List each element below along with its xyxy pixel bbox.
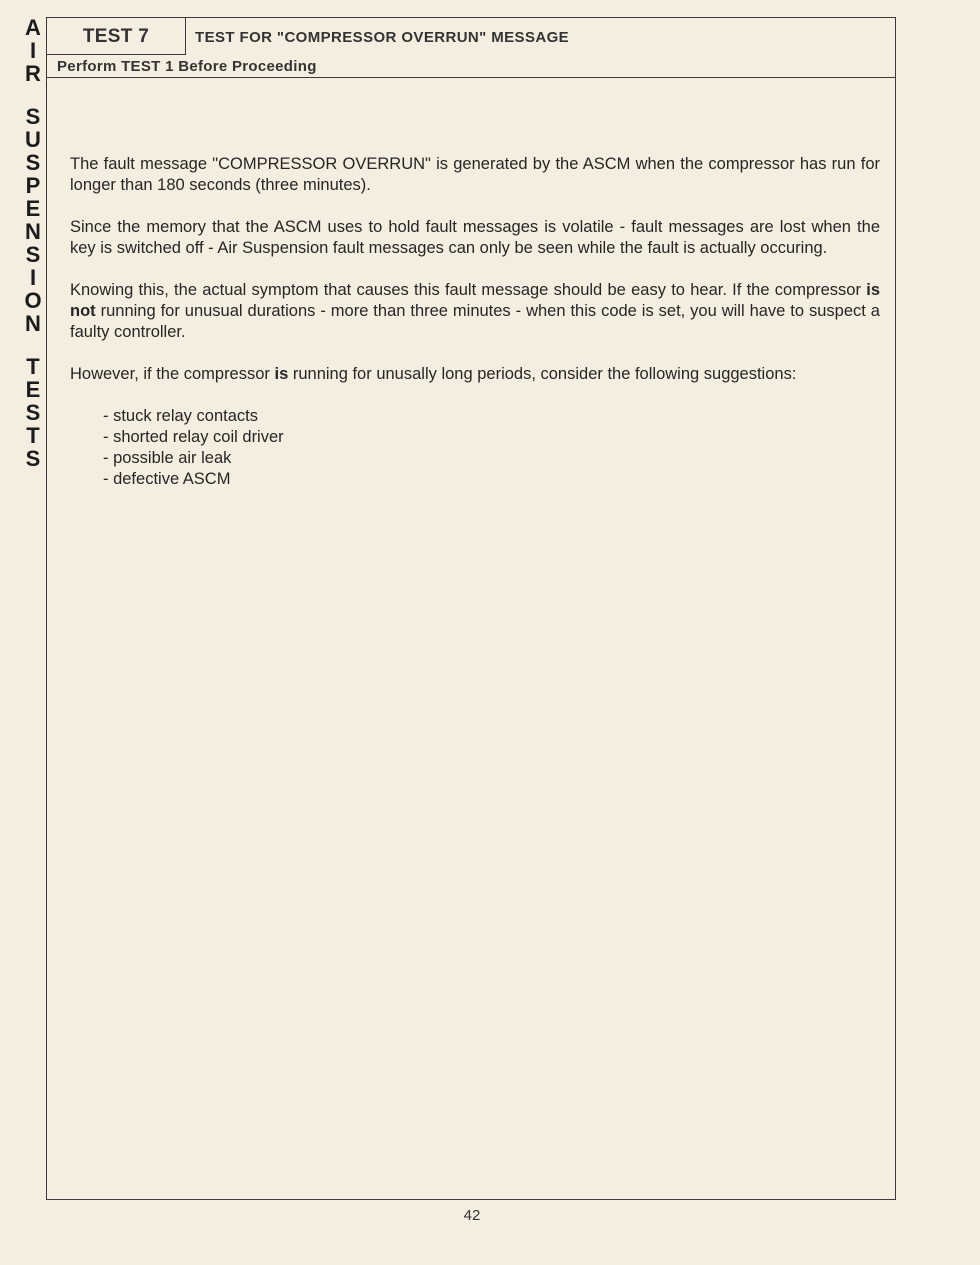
list-item: - shorted relay coil driver (103, 428, 284, 446)
header-divider (47, 77, 895, 78)
side-title-letter: N (25, 311, 41, 336)
list-item: - possible air leak (103, 449, 232, 467)
side-title-letter: A (25, 15, 41, 40)
side-title-letter: E (25, 196, 41, 221)
paragraph-volatile-memory: Since the memory that the ASCM uses to hold fault messages is volatile - fault messages are lost when the key is switched off - Air Suspension fault messages can only be seen while the fault is actually occuring. (70, 218, 880, 257)
text-run: running for unusual durations - more than three minutes - when this code is set, you will have to suspect a faulty controller. (70, 302, 880, 341)
side-title-letter: S (25, 446, 41, 471)
emphasis-is-not: is not (70, 281, 880, 320)
side-title-letter: S (25, 242, 41, 267)
text-run: Knowing this, the actual symptom that causes this fault message should be easy to hear. If the compressor (70, 281, 867, 299)
emphasis-is: is (274, 365, 289, 383)
side-title-letter: T (26, 423, 40, 448)
test-title: TEST FOR "COMPRESSOR OVERRUN" MESSAGE (195, 29, 570, 46)
side-title-letter: U (25, 127, 41, 152)
side-title-letter: I (29, 265, 37, 290)
page-number: 42 (463, 1207, 481, 1224)
side-title-letter: R (25, 61, 41, 86)
side-section-title (22, 16, 44, 470)
side-title-letter: I (29, 38, 37, 63)
side-title-letter: P (25, 173, 41, 198)
test-number: TEST 7 (47, 18, 186, 55)
side-title-letter: N (25, 219, 41, 244)
side-title-letter: S (25, 150, 41, 175)
text-run: However, if the compressor (70, 365, 275, 383)
test-body (70, 154, 880, 490)
page-frame (46, 17, 896, 1200)
text-run: running for unusally long periods, consider the following suggestions: (288, 365, 797, 383)
prerequisite-note: Perform TEST 1 Before Proceeding (57, 58, 317, 75)
test-header (47, 18, 895, 55)
paragraph-suggestions-intro (70, 364, 880, 385)
side-title-letter: S (25, 104, 41, 129)
list-item: - defective ASCM (103, 470, 231, 488)
paragraph-fault-description: The fault message "COMPRESSOR OVERRUN" is generated by the ASCM when the compressor has run for longer than 180 seconds (three minutes). (70, 155, 880, 194)
side-title-gap (22, 85, 44, 105)
suggestion-list (70, 406, 880, 490)
side-title-letter: O (24, 288, 42, 313)
side-title-letter: T (26, 354, 40, 379)
paragraph-symptom (70, 280, 880, 343)
side-title-gap (22, 335, 44, 355)
list-item: - stuck relay contacts (103, 407, 258, 425)
side-title-letter: E (25, 377, 41, 402)
side-title-letter: S (25, 400, 41, 425)
